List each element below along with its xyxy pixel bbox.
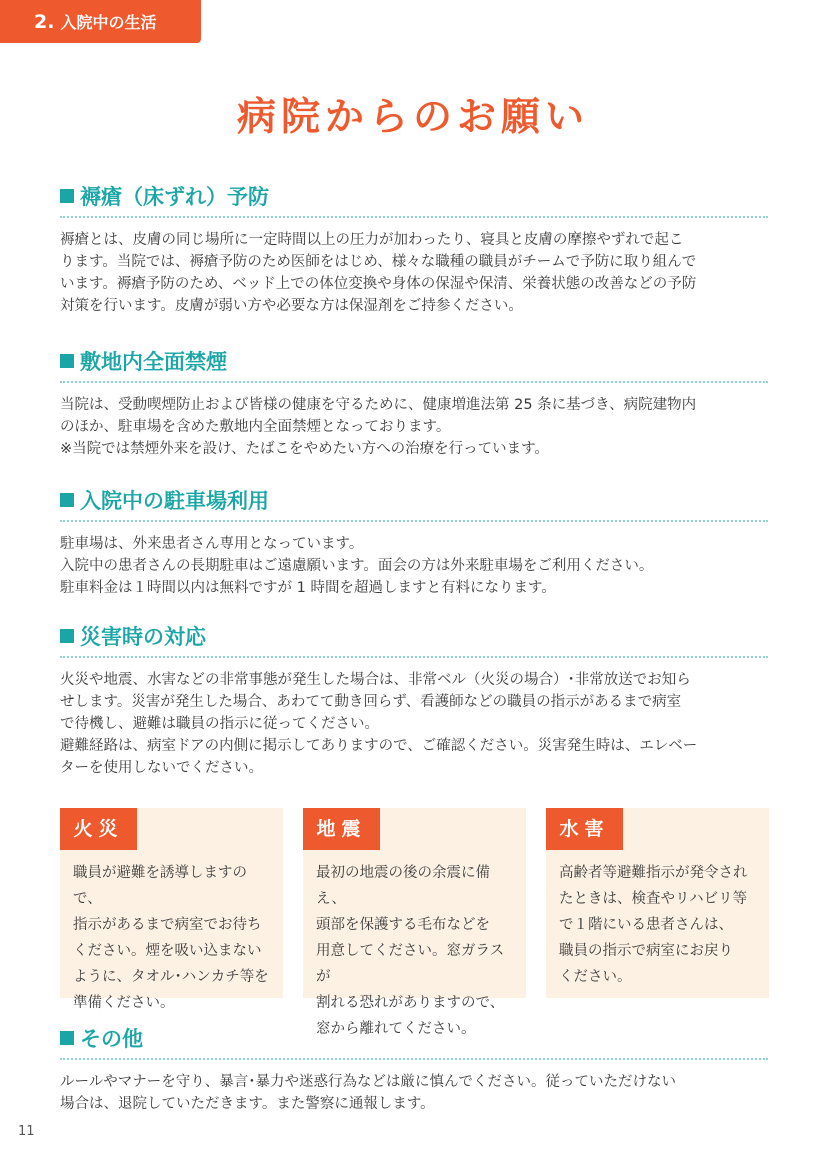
- card-fire: [60, 808, 283, 1011]
- section-disaster: [60, 620, 768, 779]
- card-line: 窓から離れてください。: [316, 1021, 476, 1037]
- square-bullet-icon: [60, 629, 74, 643]
- section-heading-text: 災害時の対応: [80, 625, 206, 649]
- card-flood: [546, 808, 769, 998]
- square-bullet-icon: [60, 493, 74, 507]
- body-line: のほか、駐車場を含めた敷地内全面禁煙となっております。: [60, 419, 451, 435]
- section-body: [60, 1071, 768, 1115]
- card-body: [559, 860, 759, 990]
- card-earthquake: [303, 808, 526, 1037]
- section-heading-text: 敷地内全面禁煙: [80, 350, 227, 374]
- section-parking: [60, 484, 768, 599]
- section-heading-text: その他: [80, 1027, 143, 1051]
- chapter-number: 2.: [34, 11, 55, 33]
- section-other: [60, 1022, 768, 1115]
- card-line: 職員の指示で病室にお戻り: [559, 943, 733, 959]
- body-line: 場合は、退院していただきます。また警察に通報します。: [60, 1096, 435, 1112]
- square-bullet-icon: [60, 189, 74, 203]
- card-line: たときは、検査やリハビリ等: [559, 891, 748, 907]
- card-line: 指示があるまで病室でお待ち: [73, 917, 262, 933]
- section-body: [60, 229, 768, 317]
- body-line: せします。災害が発生した場合、あわてて動き回らず、看護師などの職員の指示があるまで病室: [60, 694, 682, 710]
- section-heading: [60, 345, 768, 383]
- card-line: 高齢者等避難指示が発令され: [559, 865, 748, 881]
- card-line: で１階にいる患者さんは、: [559, 917, 733, 933]
- body-line: で待機し、避難は職員の指示に従ってください。: [60, 716, 379, 732]
- section-heading: [60, 1022, 768, 1060]
- card-line: 用意してください。窓ガラスが: [316, 943, 505, 985]
- card-line: 頭部を保護する毛布などを: [316, 917, 490, 933]
- body-line: 駐車場は、外来患者さん専用となっています。: [60, 536, 364, 552]
- card-line: 割れる恐れがありますので、: [316, 995, 505, 1011]
- body-line: 駐車料金は１時間以内は無料ですが 1 時間を超過しますと有料になります。: [60, 580, 556, 596]
- section-heading-text: 入院中の駐車場利用: [80, 489, 269, 513]
- page-title: 病院からのお願い: [236, 95, 589, 140]
- body-line: ルールやマナーを守り、暴言･暴力や迷惑行為などは厳に慎んでください。従っていただけない: [60, 1074, 676, 1090]
- body-line: 入院中の患者さんの長期駐車はご遠慮願います。面会の方は外来駐車場をご利用ください。: [60, 558, 654, 574]
- card-line: ように、タオル･ハンカチ等を: [73, 969, 269, 985]
- card-line: ください。煙を吸い込まない: [73, 943, 262, 959]
- disaster-cards: [60, 808, 770, 1037]
- body-line: ります。当院では、褥瘡予防のため医師をはじめ、様々な職種の職員がチームで予防に取り組んで: [60, 254, 697, 270]
- body-line: います。褥瘡予防のため、ベッド上での体位変換や身体の保湿や保清、栄養状態の改善などの予防: [60, 276, 697, 292]
- square-bullet-icon: [60, 1031, 74, 1045]
- section-heading: [60, 180, 768, 218]
- square-bullet-icon: [60, 354, 74, 368]
- section-no-smoking: [60, 345, 768, 460]
- body-line: 対策を行います。皮膚が弱い方や必要な方は保湿剤をご持参ください。: [60, 298, 523, 314]
- card-label: 地震: [303, 808, 380, 850]
- section-heading: [60, 484, 768, 522]
- card-label: 水害: [546, 808, 623, 850]
- section-body: [60, 669, 768, 779]
- card-body: [316, 860, 516, 1042]
- body-line: 当院は、受動喫煙防止および皆様の健康を守るために、健康増進法第 25 条に基づき、病院建物内: [60, 397, 697, 413]
- card-label: 火災: [60, 808, 137, 850]
- section-pressure-ulcer: [60, 180, 768, 317]
- body-line: 避難経路は、病室ドアの内側に掲示してありますので、ご確認ください。災害発生時は、エレベー: [60, 738, 698, 754]
- page-number: 11: [18, 1124, 35, 1139]
- section-body: [60, 533, 768, 599]
- section-heading-text: 褥瘡（床ずれ）予防: [80, 185, 269, 209]
- card-line: 職員が避難を誘導しますので、: [73, 865, 247, 907]
- chapter-title: 入院中の生活: [60, 13, 157, 32]
- chapter-tab: [0, 0, 201, 43]
- card-body: [73, 860, 273, 1016]
- card-line: 最初の地震の後の余震に備え、: [316, 865, 490, 907]
- card-line: ください。: [559, 969, 632, 985]
- card-line: 準備ください。: [73, 995, 175, 1011]
- body-line: 褥瘡とは、皮膚の同じ場所に一定時間以上の圧力が加わったり、寝具と皮膚の摩擦やずれで起こ: [60, 232, 684, 248]
- body-line: 火災や地震、水害などの非常事態が発生した場合は、非常ベル（火災の場合）･非常放送でお知ら: [60, 672, 691, 688]
- section-body: [60, 394, 768, 460]
- section-heading: [60, 620, 768, 658]
- body-line: ※当院では禁煙外来を設け、たばこをやめたい方への治療を行っています。: [60, 441, 549, 457]
- body-line: ターを使用しないでください。: [60, 760, 263, 776]
